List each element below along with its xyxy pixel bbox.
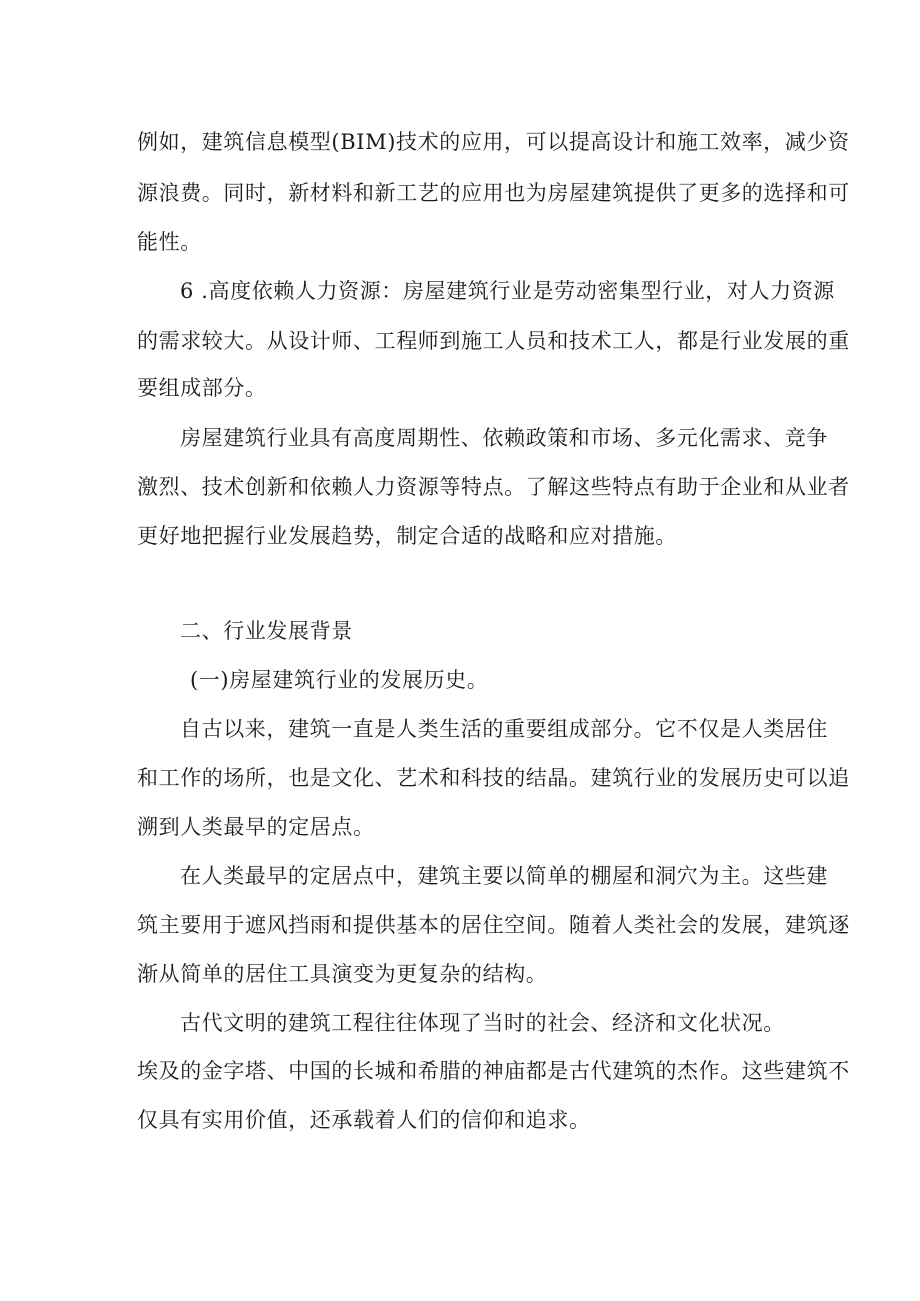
sub-heading: (一)房屋建筑行业的发展历史。 — [190, 668, 489, 692]
paragraph-line: 筑主要用于遮风挡雨和提供基本的居住空间。随着人类社会的发展，建筑逐 — [137, 913, 850, 937]
paragraph-line: 源浪费。同时，新材料和新工艺的应用也为房屋建筑提供了更多的选择和可 — [137, 181, 850, 205]
paragraph-line: 自古以来，建筑一直是人类生活的重要组成部分。它不仅是人类居住 — [180, 717, 828, 741]
paragraph-line: 激烈、技术创新和依赖人力资源等特点。了解这些特点有助于企业和从业者 — [137, 475, 850, 499]
paragraph-line: 溯到人类最早的定居点。 — [137, 815, 375, 839]
paragraph-line: 仅具有实用价值，还承载着人们的信仰和追求。 — [137, 1108, 591, 1132]
paragraph-line: 的需求较大。从设计师、工程师到施工人员和技术工人，都是行业发展的重 — [137, 329, 850, 353]
section-heading: 二、行业发展背景 — [180, 619, 353, 643]
paragraph-line: 和工作的场所，也是文化、艺术和科技的结晶。建筑行业的发展历史可以追 — [137, 766, 850, 790]
paragraph-line: 6 .高度依赖人力资源：房屋建筑行业是劳动密集型行业，对人力资源 — [180, 279, 835, 303]
paragraph-line: 古代文明的建筑工程往往体现了当时的社会、经济和文化状况。 — [180, 1011, 785, 1035]
paragraph-line: 更好地把握行业发展趋势，制定合适的战略和应对措施。 — [137, 524, 677, 548]
paragraph-line: 埃及的金字塔、中国的长城和希腊的神庙都是古代建筑的杰作。这些建筑不 — [137, 1059, 850, 1083]
paragraph-line: 房屋建筑行业具有高度周期性、依赖政策和市场、多元化需求、竞争 — [180, 426, 828, 450]
paragraph-line: 要组成部分。 — [137, 376, 267, 400]
paragraph-line: 在人类最早的定居点中，建筑主要以简单的棚屋和洞穴为主。这些建 — [180, 864, 828, 888]
paragraph-line: 渐从简单的居住工具演变为更复杂的结构。 — [137, 962, 548, 986]
paragraph-line: 能性。 — [137, 230, 202, 254]
paragraph-line: 例如，建筑信息模型(BIM)技术的应用，可以提高设计和施工效率，减少资 — [137, 130, 850, 154]
